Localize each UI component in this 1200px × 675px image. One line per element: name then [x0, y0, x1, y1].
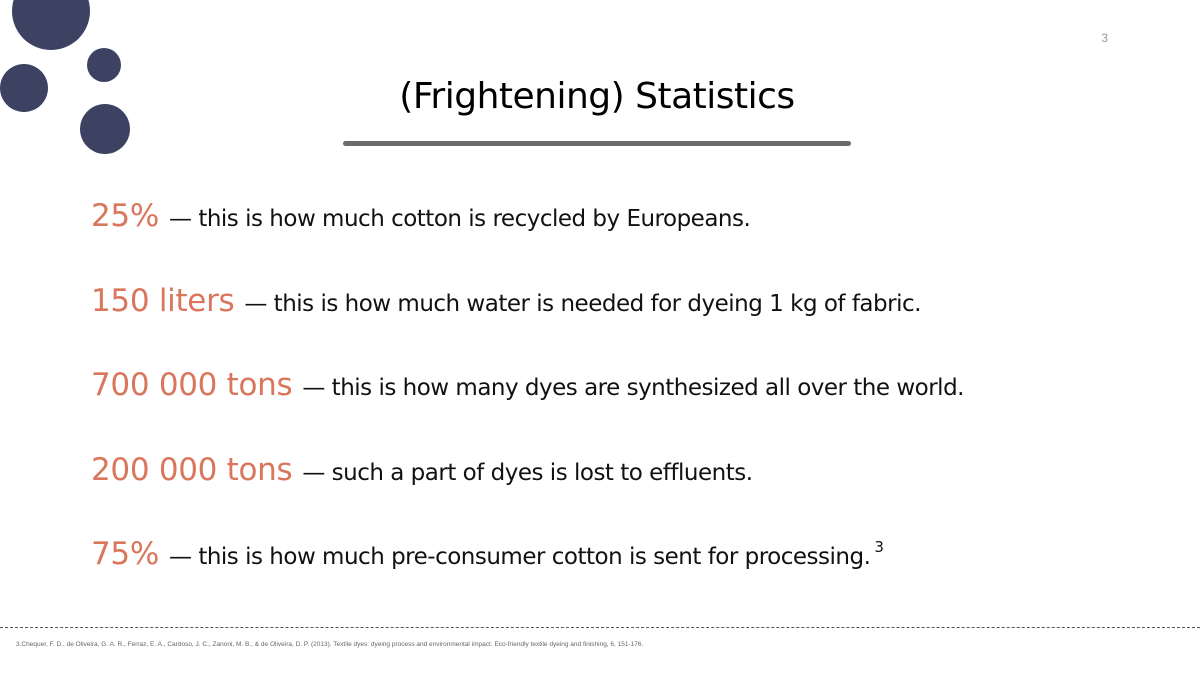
footnote-divider [0, 627, 1200, 628]
stat-description: — this is how much cotton is recycled by Europeans. [169, 206, 751, 232]
stat-description: — this is how many dyes are synthesized all over the world. [302, 375, 964, 401]
stat-item [91, 536, 964, 621]
stat-description: — this is how much water is needed for dyeing 1 kg of fabric. [244, 290, 921, 317]
statistics-list [91, 198, 964, 621]
decorative-circle [80, 104, 130, 154]
decorative-circle [87, 48, 121, 82]
decorative-circle [12, 0, 90, 50]
stat-value: 700 000 tons [91, 367, 293, 403]
stat-item [91, 198, 964, 283]
stat-value: 25% [91, 198, 160, 234]
page-number: 3 [1101, 31, 1108, 45]
decorative-circle [0, 64, 48, 112]
title-underline [343, 141, 851, 146]
stat-description: — such a part of dyes is lost to effluents. [302, 459, 753, 486]
stat-item [91, 367, 964, 452]
stat-description: — this is how much pre-consumer cotton is sent for processing. [169, 544, 871, 570]
footnote-reference: 3 [874, 538, 884, 556]
stat-item [91, 283, 964, 368]
stat-value: 200 000 tons [91, 451, 293, 488]
slide-title: (Frightening) Statistics [399, 76, 795, 117]
stat-item [91, 452, 964, 537]
footnote-citation: 3.Chequer, F. D., de Oliveira, G. A. R., Ferraz, E. A., Cardoso, J. C., Zanoni, M. B., & de Oliveira, D. P. (2013). Textile dyes: dyeing process and environmental impact. Eco-friendly textile dyeing and finishing, 6, 151-176. [16, 641, 644, 648]
stat-value: 75% [91, 536, 160, 572]
stat-value: 150 liters [91, 282, 235, 319]
